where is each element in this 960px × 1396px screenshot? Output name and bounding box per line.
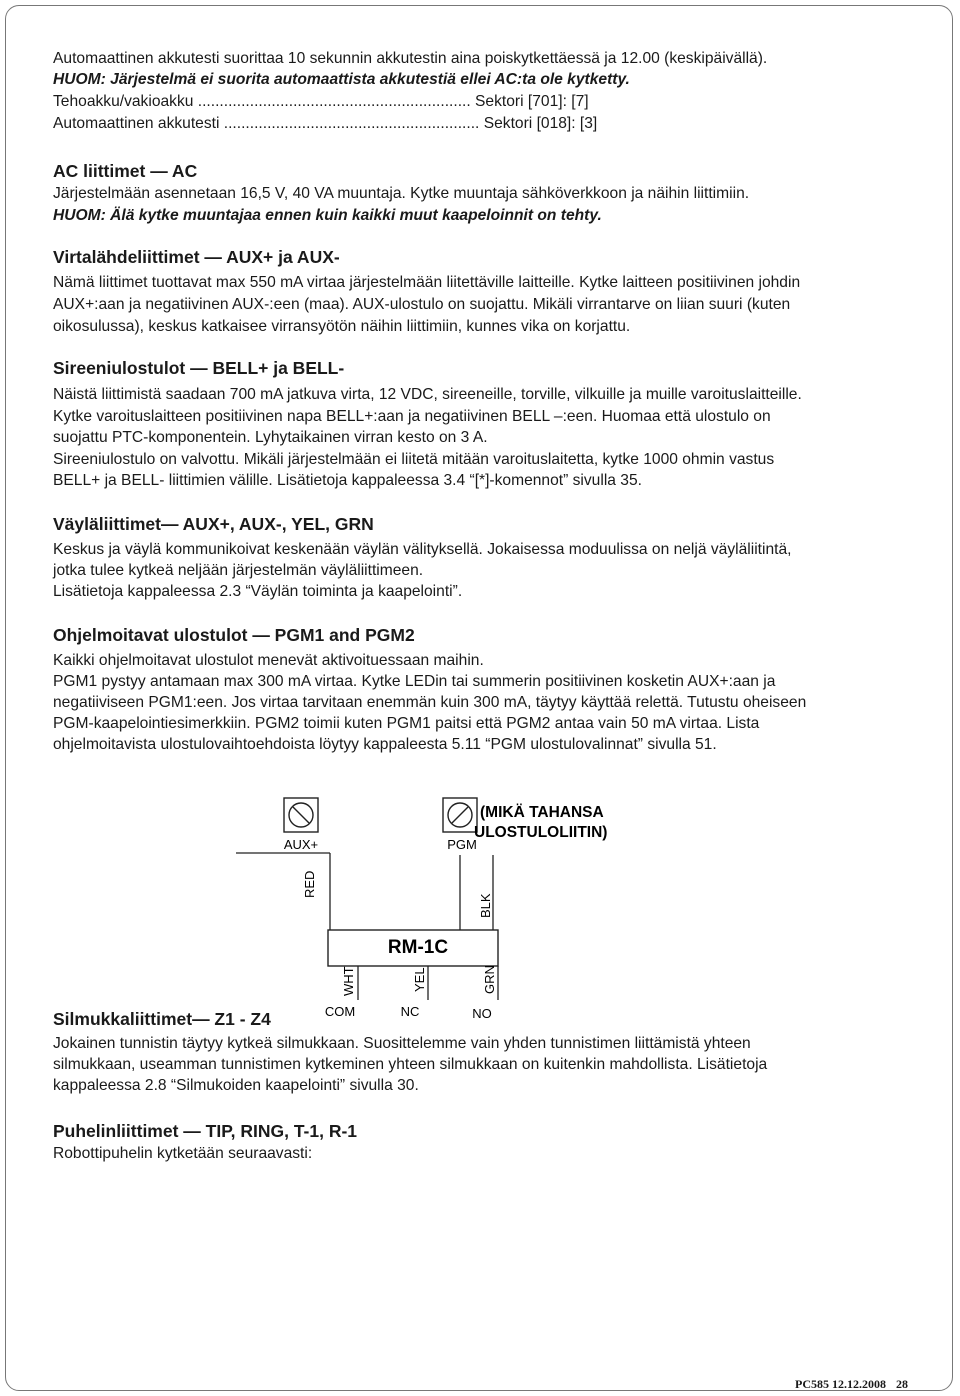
intro-note: HUOM: Järjestelmä ei suorita automaattista akkutestiä ellei AC:ta ole kytketty. (53, 71, 630, 88)
bell-line-5: BELL+ ja BELL- liittimien välille. Lisätietoja kappaleessa 3.4 “[*]-komennot” sivulla 35. (53, 472, 642, 489)
blk-wire-label: BLK (478, 893, 493, 918)
zone-line-2: silmukkaan, useamman tunnistimen kytkeminen yhteen silmukkaan on kuitenkin mahdollista. Lisätietoja (53, 1056, 768, 1073)
pgm-terminal-label: PGM (447, 837, 477, 852)
page-footer (795, 1377, 908, 1392)
phone-line-1: Robottipuhelin kytketään seuraavasti: (53, 1145, 313, 1162)
bus-heading: Väyläliittimet— AUX+, AUX-, YEL, GRN (53, 514, 374, 534)
intro-line-4: Automaattinen akkutesti ........................................................... Sektori [018]: [3] (53, 115, 598, 132)
pgm-heading: Ohjelmoitavat ulostulot — PGM1 and PGM2 (53, 625, 415, 645)
aux-heading: Virtalähdeliittimet — AUX+ ja AUX- (53, 247, 340, 267)
bus-line-3: Lisätietoja kappaleessa 2.3 “Väylän toiminta ja kaapelointi”. (53, 583, 463, 600)
pgm-terminal (443, 798, 477, 832)
aux-terminal-label: AUX+ (283, 837, 319, 852)
aux-line-2: AUX+:aan ja negatiivinen AUX-:een (maa). AUX-ulostulo on suojattu. Mikäli virrantarve on liian suuri (kuten (53, 296, 791, 313)
aux-line-1: Nämä liittimet tuottavat max 550 mA virtaa järjestelmään liitettäville laitteille. Kytke laitteen positiivinen johdin (53, 274, 801, 291)
zone-line-3: kappaleessa 2.8 “Silmukoiden kaapelointi” sivulla 30. (53, 1077, 419, 1094)
bell-heading: Sireeniulostulot — BELL+ ja BELL- (53, 358, 345, 378)
wht-wire-label: WHT (341, 966, 356, 996)
pgm-line-3: negatiiviseen PGM1:een. Jos virtaa tarvitaan enemmän kuin 300 mA, täytyy käyttää relettä. Tutustu oheiseen (53, 694, 807, 711)
any-output-note-line-2: ULOSTULOLIITIN) (474, 824, 608, 841)
phone-heading: Puhelinliittimet — TIP, RING, T-1, R-1 (53, 1121, 358, 1141)
relay-module-label: RM-1C (387, 937, 449, 958)
bus-line-1: Keskus ja väylä kommunikoivat keskenään väylän välityksellä. Jokaisessa moduulissa on neljä väyläliitintä, (53, 541, 792, 558)
zone-heading: Silmukkaliittimet— Z1 - Z4 (53, 1009, 271, 1029)
any-output-note-line-1: (MIKÄ TAHANSA (480, 804, 604, 821)
footer-model-date: PC585 12.12.2008 (795, 1377, 886, 1391)
page-number: 28 (896, 1377, 908, 1391)
com-label: COM (324, 1004, 356, 1019)
yel-wire-label: YEL (412, 967, 427, 992)
red-wire-label: RED (302, 870, 317, 898)
bell-line-1: Näistä liittimistä saadaan 700 mA jatkuva virta, 12 VDC, sireeneille, torville, vilkuille ja muille varoituslaitteille. (53, 386, 802, 403)
bus-line-2: jotka tulee kytkeä neljään järjestelmän väyläliittimeen. (53, 562, 424, 579)
bell-line-2: Kytke varoituslaitteen positiivinen napa BELL+:aan ja negatiivinen BELL –:een. Huomaa että ulostulo on (53, 408, 771, 425)
nc-label: NC (400, 1004, 420, 1019)
zone-line-1: Jokainen tunnistin täytyy kytkeä silmukkaan. Suosittelemme vain yhden tunnistimen liittämistä yhteen (53, 1035, 751, 1052)
ac-line-1: Järjestelmään asennetaan 16,5 V, 40 VA muuntaja. Kytke muuntaja sähköverkkoon ja näihin liittimiin. (53, 185, 750, 202)
aux-terminal (284, 798, 318, 832)
ac-note: HUOM: Älä kytke muuntajaa ennen kuin kaikki muut kaapeloinnit on tehty. (53, 207, 602, 224)
intro-line-1: Automaattinen akkutesti suorittaa 10 sekunnin akkutestin aina poiskytkettäessä ja 12.00 (keskipäivällä). (53, 50, 768, 67)
bell-line-4: Sireeniulostulo on valvottu. Mikäli järjestelmään ei liitetä mitään varoituslaitetta, kytke 1000 ohmin vastus (53, 451, 775, 468)
ac-heading: AC liittimet — AC (53, 161, 198, 181)
no-label: NO (472, 1006, 492, 1021)
aux-line-3: oikosulussa), keskus katkaisee virransyötön näihin liittimiin, kunnes vika on korjattu. (53, 318, 631, 335)
grn-wire-label: GRN (482, 965, 497, 994)
pgm-line-5: ohjelmoitavista ulostulovaihtoehdoista löytyy kappaleesta 5.11 “PGM ulostulovalinnat” sivulla 51. (53, 736, 717, 753)
pgm-line-1: Kaikki ohjelmoitavat ulostulot menevät aktivoituessaan maihin. (53, 652, 484, 669)
pgm-line-2: PGM1 pystyy antamaan max 300 mA virtaa. Kytke LEDin tai summerin positiivinen kosketin AUX+:aan ja (53, 673, 776, 690)
intro-line-3: Tehoakku/vakioakku ............................................................... Sektori [701]: [7] (53, 93, 589, 110)
pgm-line-4: PGM-kaapelointiesimerkkiin. PGM2 toimii kuten PGM1 paitsi että PGM2 antaa vain 50 mA virtaa. Lista (53, 715, 760, 732)
bell-line-3: suojattu PTC-komponentein. Lyhytaikainen virran kesto on 3 A. (53, 429, 488, 446)
